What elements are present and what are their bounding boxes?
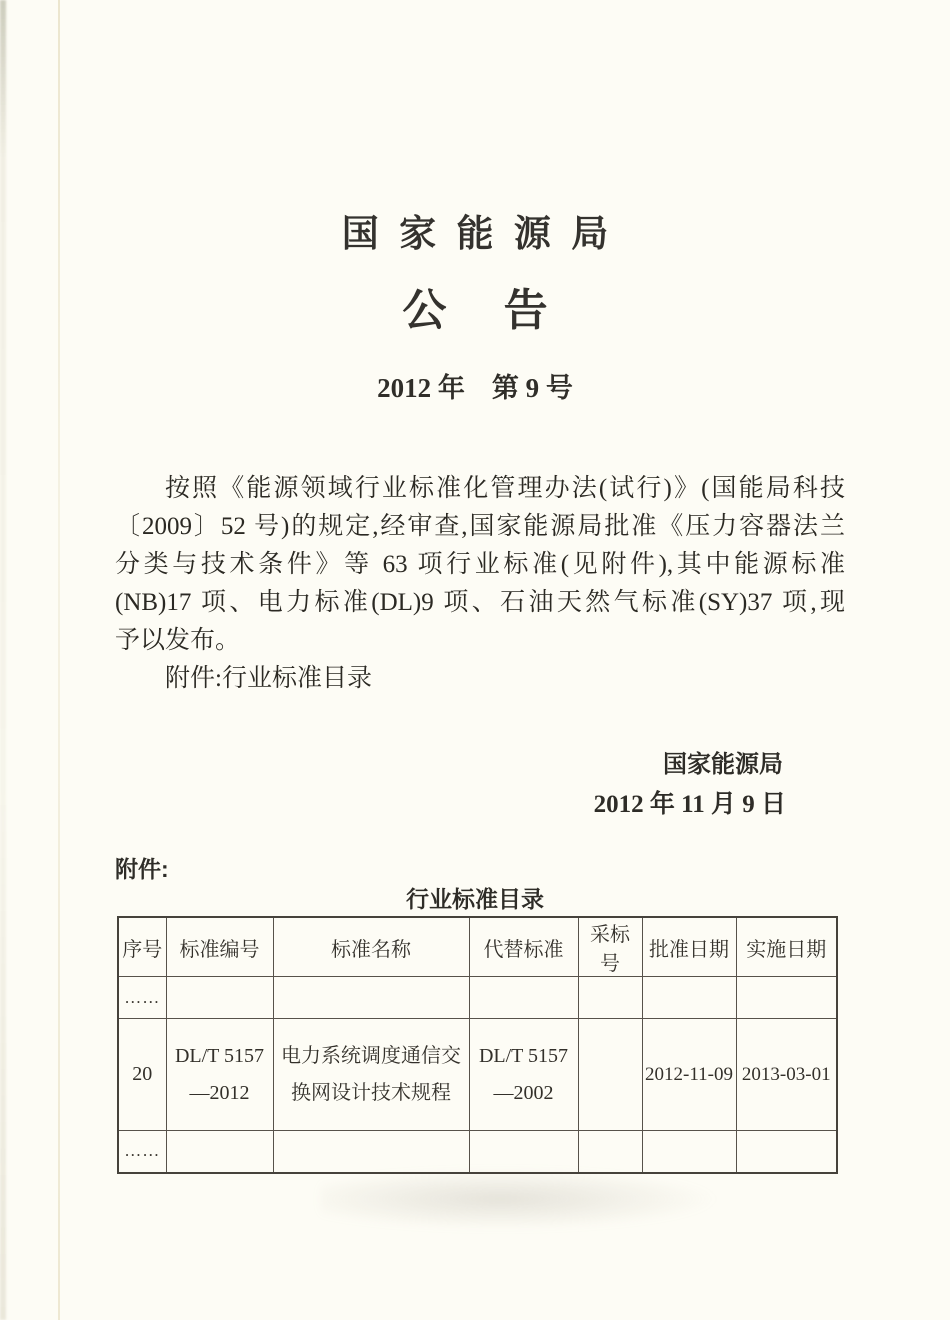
cell-empty [736, 977, 837, 1019]
table-header-row [118, 917, 837, 977]
cell-empty [642, 1131, 736, 1173]
cell-empty [273, 1131, 469, 1173]
body-line-4: (NB)17 项、电力标准(DL)9 项、石油天然气标准(SY)37 项,现 [115, 589, 845, 616]
cell-standard-no: DL/T 5157—2012 [166, 1019, 273, 1131]
org-title: 国家能源局 [341, 213, 629, 254]
cell-empty [736, 1131, 837, 1173]
cell-empty [273, 977, 469, 1019]
body-line-1: 按照《能源领域行业标准化管理办法(试行)》(国能局科技 [165, 475, 845, 502]
col-header-seq: 序号 [118, 917, 166, 977]
cell-standard-name: 电力系统调度通信交换网设计技术规程 [273, 1019, 469, 1131]
body-paragraph [115, 470, 845, 698]
col-header-implementation-date: 实施日期 [736, 917, 837, 977]
cell-ellipsis: …… [118, 977, 166, 1019]
doc-type-title: 公告 [402, 286, 605, 335]
col-header-approval-date: 批准日期 [642, 917, 736, 977]
table-row-standard-20 [118, 1019, 837, 1131]
scan-smudge [320, 1168, 720, 1230]
cell-empty [469, 1131, 578, 1173]
body-line-3: 分类与技术条件》等 63 项行业标准(见附件),其中能源标准 [115, 551, 845, 578]
table-title: 行业标准目录 [406, 886, 544, 912]
cell-empty [166, 1131, 273, 1173]
cell-empty [578, 977, 642, 1019]
cell-approval-date: 2012-11-09 [642, 1019, 736, 1131]
cell-implementation-date: 2013-03-01 [736, 1019, 837, 1131]
table-row-ellipsis-bottom [118, 1131, 837, 1173]
signature-org: 国家能源局 [663, 751, 783, 778]
body-line-5: 予以发布。 [115, 627, 241, 654]
attachment-label: 附件: [115, 856, 169, 882]
col-header-replaced-standard: 代替标准 [469, 917, 578, 977]
cell-replaced-standard: DL/T 5157—2002 [469, 1019, 578, 1131]
cell-seq: 20 [118, 1019, 166, 1131]
signature-date: 2012 年 11 月 9 日 [593, 791, 786, 818]
cell-empty [469, 977, 578, 1019]
scan-edge-artifact [0, 0, 6, 1320]
cell-empty [642, 977, 736, 1019]
attachment-note: 附件:行业标准目录 [165, 665, 372, 692]
table-row-ellipsis-top [118, 977, 837, 1019]
col-header-standard-name: 标准名称 [273, 917, 469, 977]
cell-adopted-no [578, 1019, 642, 1131]
page-fold-line [58, 0, 60, 1320]
cell-empty [166, 977, 273, 1019]
standards-table [117, 916, 838, 1174]
col-header-adopted-no: 采标号 [578, 917, 642, 977]
cell-ellipsis: …… [118, 1131, 166, 1173]
col-header-standard-no: 标准编号 [166, 917, 273, 977]
issue-number: 2012 年 第 9 号 [377, 373, 573, 403]
body-line-2: 〔2009〕52 号)的规定,经审查,国家能源局批准《压力容器法兰 [115, 513, 845, 540]
cell-empty [578, 1131, 642, 1173]
